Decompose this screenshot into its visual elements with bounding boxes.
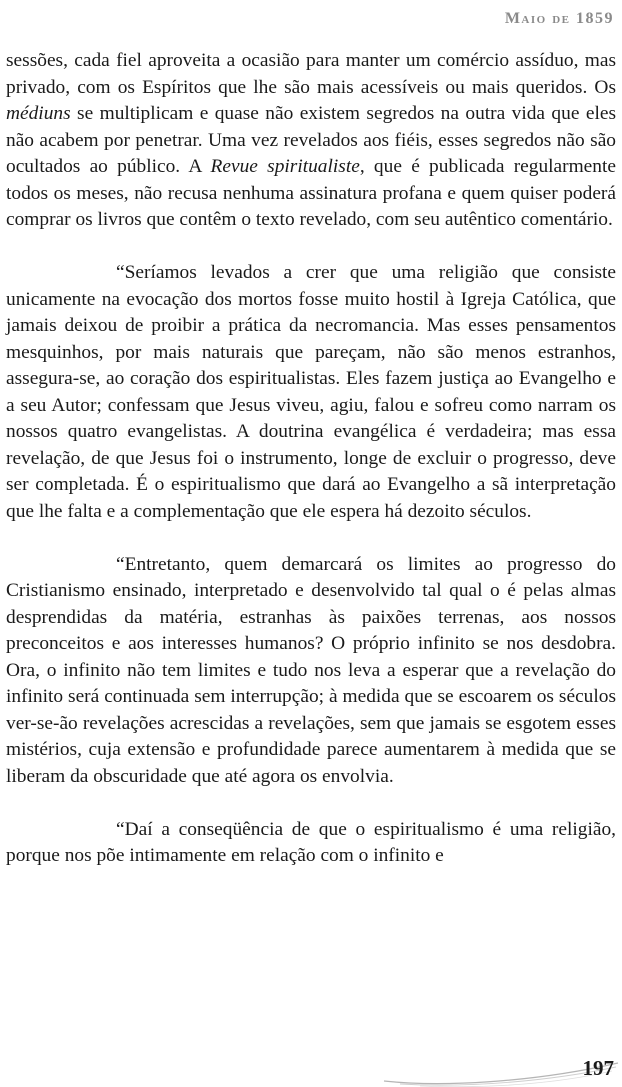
running-head: Maio de 1859	[504, 10, 614, 27]
text-run: , que é publicada regularmente todos os meses, não recusa nenhuma assinatura profana e quem quiser poderá comprar os livros que contêm o texto revelado, com seu autêntico comentário.	[6, 156, 616, 230]
text-run: sessões, cada fiel aproveita a ocasião para manter um comércio assíduo, mas privado, com os Espíritos que lhe são mais acessíveis ou mais queridos. Os	[6, 50, 616, 98]
text-run: “Daí a conseqüência de que o espiritualismo é uma religião, porque nos põe intimamente em relação com o infinito e	[6, 818, 616, 866]
paragraph	[6, 552, 616, 791]
paragraph	[6, 817, 616, 870]
text-run: “Entretanto, quem demarcará os limites ao progresso do Cristianismo ensinado, interpretado e desenvolvido tal qual o é pelas almas desprendidas da matéria, estranhas às paixões terrenas, aos nossos preconceitos e aos interesses humanos? O próprio infinito se nos desdobra. Ora, o infinito não tem limites e tudo nos leva a esperar que a revelação do infinito será continuada sem interrupção; à medida que se escoarem os séculos ver-se-ão revelações acrescidas a revelações, sem que jamais se esgotem esses mistérios, cuja extensão e profundidade parece aumentarem à medida que se liberam da obscuridade que até agora os envolvia.	[6, 553, 616, 787]
paragraph	[6, 260, 616, 525]
text-run: se multiplicam e quase não existem segredos na outra vida que eles não acabem por penetrar. Uma vez revelados aos fiéis, esses segredos não são ocultados ao público. A	[6, 103, 616, 177]
paragraph	[6, 48, 616, 234]
italic-term: médiuns	[6, 103, 71, 124]
italic-title: Revue spiritualiste	[210, 156, 360, 177]
body-text	[6, 48, 616, 896]
text-run: “Seríamos levados a crer que uma religião que consiste unicamente na evocação dos mortos fosse muito hostil à Igreja Católica, que jamais deixou de proibir a prática da necromancia. Mas esses pensamentos mesquinhos, por mais naturais que pareçam, não são menos estranhos, assegura-se, ao coração dos espiritualistas. Eles fazem justiça ao Evangelho e a seu Autor; confessam que Jesus viveu, agiu, falou e sofreu como narram os nossos quatro evangelistas. A doutrina evangélica é verdadeira; mas essa revelação, de que Jesus foi o instrumento, longe de excluir o progresso, deve ser completada. É o espiritualismo que dará ao Evangelho a sã interpretação que lhe falta e a complementação que ele espera há dezoito séculos.	[6, 262, 616, 522]
page-number: 197	[582, 1056, 614, 1080]
